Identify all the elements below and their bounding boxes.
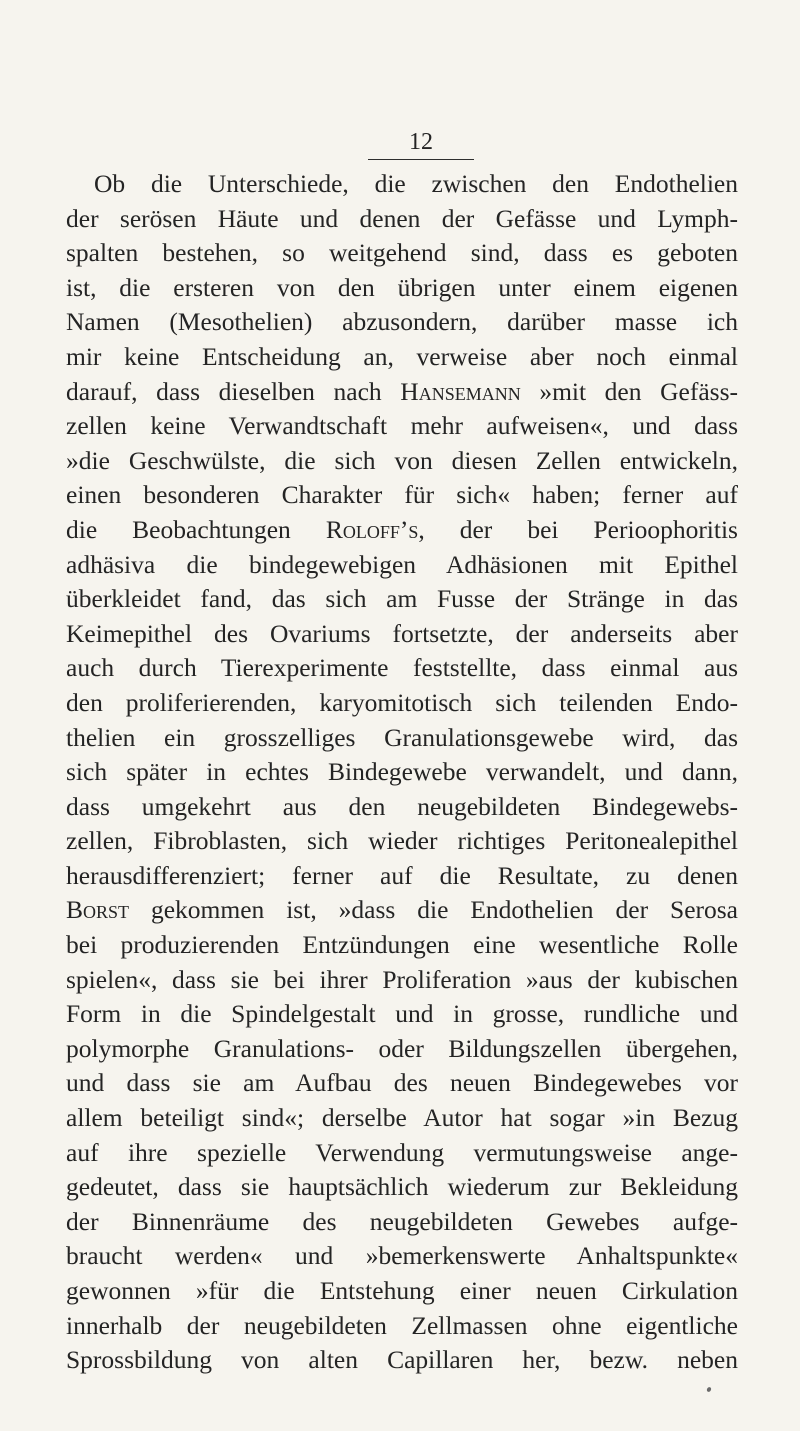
text-line: herausdifferenziert; ferner auf die Resultate, zu denen [66, 860, 738, 890]
text-line: thelien ein grosszelliges Granulationsgewebe wird, das [66, 722, 738, 752]
text-line: spielen«, dass sie bei ihrer Proliferation »aus der kubischen [66, 964, 738, 994]
text-line: der serösen Häute und denen der Gefässe und Lymph- [66, 203, 738, 233]
text-line: die Beobachtungen Roloff’s, der bei Perioophoritis [66, 514, 738, 544]
page-header [368, 128, 474, 160]
text-line: mir keine Entscheidung an, verweise aber noch einmal [66, 341, 738, 371]
text-line: »die Geschwülste, die sich von diesen Zellen entwickeln, [66, 445, 738, 475]
text-line: auch durch Tierexperimente feststellte, dass einmal aus [66, 653, 738, 683]
text-line: Namen (Mesothelien) abzusondern, darüber masse ich [66, 307, 738, 337]
page-number: 12 [409, 129, 433, 155]
text-line: polymorphe Granulations- oder Bildungszellen übergehen, [66, 1033, 738, 1063]
text-line: braucht werden« und »bemerkenswerte Anhaltspunkte« [66, 1241, 738, 1271]
text-line: zellen, Fibroblasten, sich wieder richtiges Peritonealepithel [66, 826, 738, 856]
text-line: gedeutet, dass sie hauptsächlich wiederum zur Bekleidung [66, 1172, 738, 1202]
text-line: auf ihre spezielle Verwendung vermutungsweise ange- [66, 1137, 738, 1167]
text-line: Sprossbildung von alten Capillaren her, bezw. neben [66, 1345, 738, 1375]
text-line: den proliferierenden, karyomitotisch sich teilenden Endo- [66, 687, 738, 717]
text-line: Borst gekommen ist, »dass die Endothelien der Serosa [66, 895, 738, 925]
text-line: Keimepithel des Ovariums fortsetzte, der anderseits aber [66, 618, 738, 648]
text-line: der Binnenräume des neugebildeten Gewebes aufge- [66, 1206, 738, 1236]
body-paragraph [66, 167, 738, 1378]
page-number-rule [368, 159, 474, 160]
text-line: innerhalb der neugebildeten Zellmassen ohne eigentliche [66, 1310, 738, 1340]
text-line: bei produzierenden Entzündungen eine wesentliche Rolle [66, 930, 738, 960]
text-line: einen besonderen Charakter für sich« haben; ferner auf [66, 480, 738, 510]
text-line: sich später in echtes Bindegewebe verwandelt, und dann, [66, 757, 738, 787]
text-line: und dass sie am Aufbau des neuen Bindegewebes vor [66, 1068, 738, 1098]
text-line: adhäsiva die bindegewebigen Adhäsionen mit Epithel [66, 549, 738, 579]
text-line: darauf, dass dieselben nach Hansemann »mit den Gefäss- [66, 376, 738, 406]
text-line: Form in die Spindelgestalt und in grosse, rundliche und [66, 999, 738, 1029]
ink-speck [706, 1386, 712, 1392]
text-line: gewonnen »für die Entstehung einer neuen Cirkulation [66, 1276, 738, 1305]
text-line: Ob die Unterschiede, die zwischen den Endothelien [94, 169, 738, 198]
text-line: ist, die ersteren von den übrigen unter einem eigenen [66, 272, 738, 302]
text-line: dass umgekehrt aus den neugebildeten Bindegewebs- [66, 791, 738, 821]
text-line: zellen keine Verwandtschaft mehr aufweisen«, und dass [66, 411, 738, 441]
text-line: spalten bestehen, so weitgehend sind, dass es geboten [66, 238, 738, 268]
text-line: allem beteiligt sind«; derselbe Autor hat sogar »in Bezug [66, 1103, 738, 1133]
text-line: überkleidet fand, das sich am Fusse der Stränge in das [66, 584, 738, 614]
